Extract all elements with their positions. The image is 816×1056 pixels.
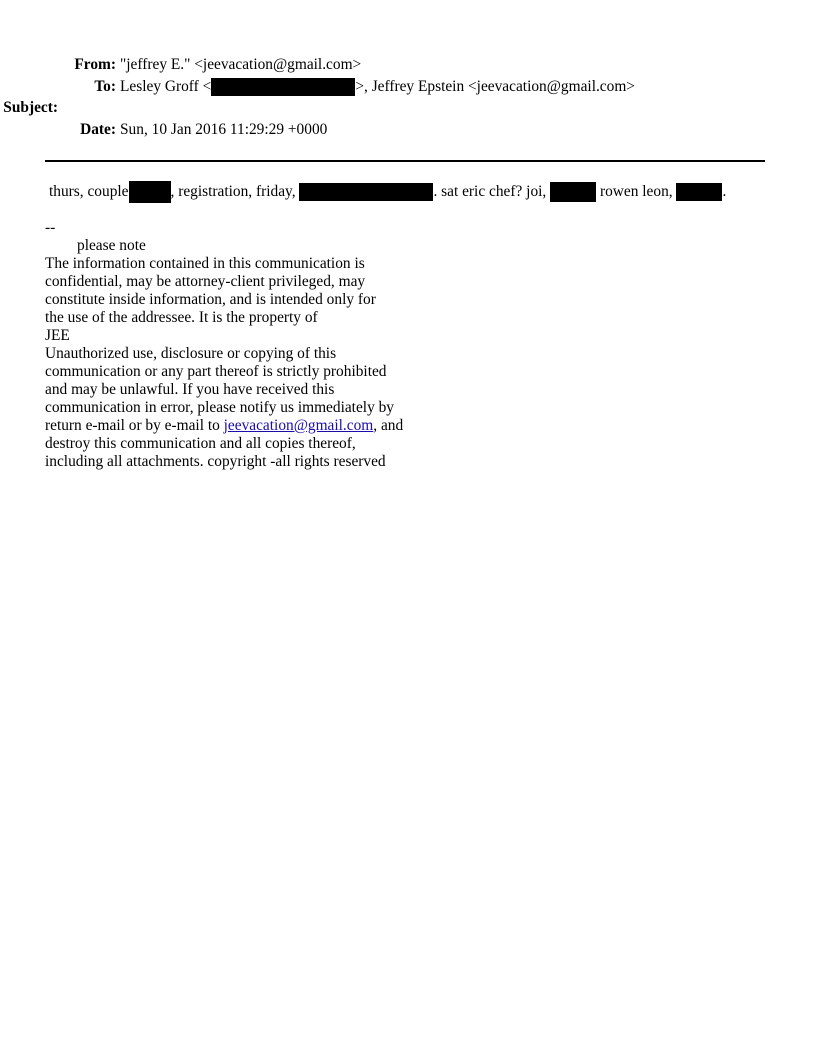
message-body [49,181,779,205]
to-name: Lesley Groff < [120,77,212,95]
disclaimer-return-line [45,417,425,435]
disclaimer-line: destroy this communication and all copies thereof, [45,435,356,452]
from-row [0,54,816,76]
header-divider [45,160,765,162]
disclaimer-line: confidential, may be attorney-client privileged, may [45,273,366,290]
from-label: From: [74,56,116,73]
disclaimer-line: the use of the addressee. It is the property of [45,309,318,326]
disclaimer-line: JEE [45,327,70,344]
to-label: To: [94,77,116,95]
to-row [0,76,816,98]
disclaimer-line: and may be unlawful. If you have received this [45,381,335,398]
disclaimer-line: communication or any part thereof is strictly prohibited [45,363,387,380]
subject-label: Subject: [3,99,58,116]
signature-dashes: -- [45,219,56,236]
body-text-3: . sat eric chef? joi, [433,183,551,200]
body-text-4: rowen leon, [596,183,677,200]
body-text-5: . [722,183,727,200]
body-text-2: , registration, friday, [170,183,300,200]
date-label: Date: [80,120,116,138]
disclaimer-line: including all attachments. copyright -all rights reserved [45,453,386,470]
disclaimer-line: The information contained in this communication is [45,255,365,272]
return-suffix: , and [373,417,404,434]
email-header [0,54,816,140]
email-link[interactable]: jeevacation@gmail.com [223,417,374,434]
return-prefix: return e-mail or by e-mail to [45,417,224,434]
from-value: "jeffrey E." <jeevacation@gmail.com> [120,56,362,73]
redaction-box [211,78,355,96]
redaction-box [129,181,171,203]
redaction-box [676,183,722,201]
body-text-1: thurs, couple [49,183,129,200]
to-rest: >, Jeffrey Epstein <jeevacation@gmail.com> [355,77,635,95]
signature-block [45,219,425,471]
date-row [0,119,816,141]
redaction-box [550,182,596,202]
redaction-box [299,183,433,201]
disclaimer-line: communication in error, please notify us immediately by [45,399,395,416]
disclaimer-line: constitute inside information, and is intended only for [45,291,376,308]
subject-row [0,97,816,119]
date-value: Sun, 10 Jan 2016 11:29:29 +0000 [120,120,328,138]
please-note: please note [77,237,146,254]
disclaimer-line: Unauthorized use, disclosure or copying of this [45,345,337,362]
